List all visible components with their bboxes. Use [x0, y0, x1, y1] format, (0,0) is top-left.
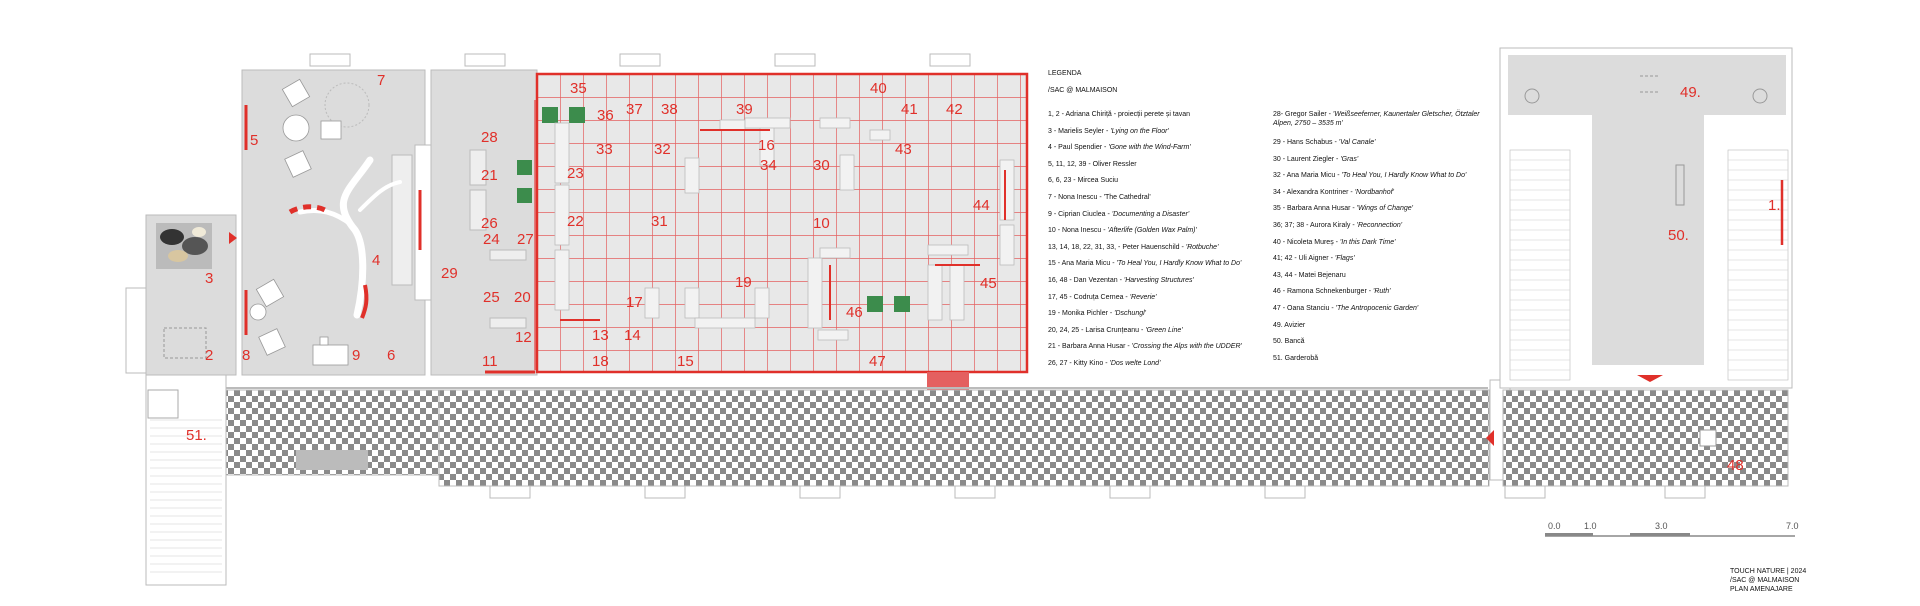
legend-item-title: 'Green Line': [1145, 326, 1183, 334]
legend-item-key: 49. Avizier: [1273, 321, 1306, 329]
plan-number-label: 32: [654, 141, 671, 158]
legend-item: [1048, 343, 1242, 350]
legend-item: [1273, 338, 1305, 345]
plan-number-label: 5: [250, 132, 259, 149]
plan-number-label: 41: [901, 101, 918, 118]
legend: [1048, 70, 1518, 370]
legend-item-key: 10 - Nona Inescu -: [1048, 227, 1108, 235]
plan-number-label: 20: [514, 289, 531, 306]
plan-number-label: 17: [626, 294, 643, 311]
legend-item: [1048, 327, 1183, 334]
plan-number-label: 37: [626, 101, 643, 118]
stairs-left: [1510, 150, 1570, 380]
legend-item: [1048, 111, 1190, 118]
legend-item-title: 'Crossing the Alps with the UDDER': [1131, 343, 1242, 351]
legend-item-title: 'Ruth': [1373, 288, 1391, 296]
plan-number-label: 13: [592, 327, 609, 344]
legend-item-key: 19 - Monika Pichler -: [1048, 310, 1115, 318]
plan-number-label: 8: [242, 347, 251, 364]
plan-number-label: 1.: [1768, 197, 1781, 214]
legend-item-key: 47 - Oana Stanciu -: [1273, 305, 1336, 312]
legend-item: [1048, 310, 1146, 317]
plan-number-label: 40: [870, 80, 887, 97]
legend-item-key: 7 - Nona Inescu - 'The Cathedral': [1048, 194, 1151, 201]
legend-item-key: 36; 37; 38 - Aurora Kiraly -: [1273, 222, 1357, 229]
legend-item: [1273, 172, 1466, 179]
right-corridor: [1503, 390, 1788, 486]
legend-item-key: 40 - Nicoleta Mureș -: [1273, 238, 1340, 246]
legend-item: [1273, 139, 1375, 146]
plan-number-label: 36: [597, 107, 614, 124]
legend-item: [1273, 322, 1305, 329]
plan-number-label: 6: [387, 347, 396, 364]
plan-number-label: 9: [352, 347, 361, 364]
plan-number-label: 18: [592, 353, 609, 370]
legend-item-key: 41; 42 - Uli Aigner -: [1273, 255, 1335, 263]
legend-item: [1048, 227, 1197, 234]
plan-number-label: 45: [980, 275, 997, 292]
legend-item-title: 'Reconnection': [1356, 222, 1403, 229]
artwork-thumbnail-icon: [156, 223, 212, 269]
plan-number-label: 28: [481, 129, 498, 146]
legend-item-title: 'Wings of Change': [1356, 205, 1413, 213]
plan-number-label: 10: [813, 215, 830, 232]
legend-item-title: 'Harvesting Structures': [1123, 277, 1194, 284]
legend-item-title: Alpen, 2750 – 3535 m': [1273, 120, 1343, 127]
plan-number-label: 33: [596, 141, 613, 158]
legend-item: [1048, 244, 1218, 251]
legend-item-title: 'Flags': [1334, 255, 1355, 263]
legend-item-title: 'Dschungl': [1114, 310, 1146, 318]
scale-tick-7: 7.0: [1786, 521, 1799, 531]
legend-item-key: 1, 2 - Adriana Chiriță - proiecții perete și tavan: [1048, 111, 1191, 118]
legend-item-key: 51. Garderobă: [1273, 354, 1319, 362]
legend-venue: /SAC @ MALMAISON: [1048, 87, 1118, 94]
plan-number-label: 42: [946, 101, 963, 118]
plan-number-label: 12: [515, 329, 532, 346]
legend-item-title: 'To Heal You, I Hardly Know What to Do': [1116, 260, 1242, 268]
legend-item: [1048, 260, 1241, 267]
legend-item-key: 26, 27 - Kitty Kino -: [1048, 360, 1110, 367]
legend-item-title: 'Reverie': [1129, 293, 1157, 301]
stairs-right: [1728, 150, 1788, 380]
legend-item-title: 'Gras': [1340, 155, 1359, 163]
legend-item-title: 'Rotbuche': [1185, 243, 1219, 251]
legend-item: [1273, 205, 1413, 212]
legend-item: [1048, 294, 1157, 301]
plan-number-label: 25: [483, 289, 500, 306]
plan-number-label: 35: [570, 80, 587, 97]
legend-item-title: 'Gone with the Wind-Farm': [1108, 144, 1191, 152]
legend-item-key: 50. Bancă: [1273, 338, 1305, 346]
plan-number-label: 21: [481, 167, 498, 184]
legend-item-key: 4 - Paul Spendier -: [1048, 144, 1109, 152]
plan-number-label: 48: [1727, 457, 1744, 474]
legend-item-title: 'Afterlife (Golden Wax Palm)': [1107, 227, 1197, 235]
legend-item: [1048, 128, 1169, 135]
cloakroom-counter: [148, 390, 178, 418]
plan-number-label: 39: [736, 101, 753, 118]
legend-item-key: 9 - Ciprian Ciuclea -: [1048, 210, 1112, 218]
legend-item-title: 'Lying on the Floor': [1110, 127, 1169, 135]
legend-heading: LEGENDA: [1048, 70, 1082, 77]
plan-number-label: 16: [758, 137, 775, 154]
legend-item: [1048, 177, 1118, 184]
legend-item-title: 'The Antropocenic Garden': [1335, 305, 1419, 312]
legend-item-key: 34 - Alexandra Kontriner -: [1273, 188, 1355, 196]
legend-item: [1273, 189, 1394, 196]
plan-number-label: 26: [481, 215, 498, 232]
plan-number-label: 46: [846, 304, 863, 321]
legend-item-key: 17, 45 - Codruța Cernea -: [1048, 293, 1130, 301]
legend-item-key: 28- Gregor Sailer -: [1273, 111, 1333, 118]
plan-number-label: 47: [869, 353, 886, 370]
plan-number-label: 23: [567, 165, 584, 182]
legend-item: [1273, 288, 1390, 295]
legend-item-title: 'In this Dark Time': [1339, 238, 1396, 246]
legend-item-title: 'Val Canale': [1338, 139, 1376, 146]
legend-item: [1273, 239, 1395, 246]
legend-item: [1273, 305, 1418, 312]
title-line-3: PLAN AMENAJARE: [1730, 586, 1793, 593]
structure-48: [1700, 430, 1716, 446]
legend-item-title: 'Weißseeferner, Kaunertaler Gletscher, Ötztaler: [1332, 111, 1480, 118]
legend-item: [1048, 277, 1194, 284]
legend-item: [1048, 144, 1191, 151]
plan-number-label: 15: [677, 353, 694, 370]
legend-item-key: 13, 14, 18, 22, 31, 33, - Peter Hauenschild -: [1048, 243, 1186, 251]
title-line-1: TOUCH NATURE | 2024: [1730, 568, 1807, 575]
plan-number-label: 4: [372, 252, 381, 269]
plan-number-label: 2: [205, 347, 214, 364]
plan-number-label: 7: [377, 72, 386, 89]
plan-number-label: 30: [813, 157, 830, 174]
legend-item-key: 32 - Ana Maria Micu -: [1273, 172, 1342, 180]
legend-item-key: 3 - Marielis Seyler -: [1048, 127, 1111, 135]
plan-number-label: 43: [895, 141, 912, 158]
plan-number-label: 44: [973, 197, 990, 214]
wall-outline: [126, 288, 146, 373]
legend-item-key: 29 - Hans Schabus -: [1273, 139, 1339, 146]
legend-item-key: 20, 24, 25 - Larisa Crunțeanu -: [1048, 326, 1146, 334]
scale-tick-0: 0.0: [1548, 521, 1561, 531]
legend-item: [1048, 211, 1189, 218]
legend-item: [1048, 360, 1160, 367]
legend-item: [1273, 111, 1480, 118]
plan-number-label: 24: [483, 231, 500, 248]
legend-item-title: 'Documenting a Disaster': [1111, 210, 1190, 218]
avizier-area: [1508, 55, 1786, 115]
partition-wall: [415, 145, 431, 300]
legend-item: [1048, 161, 1137, 168]
plan-number-label: 3: [205, 270, 214, 287]
legend-item: [1273, 255, 1355, 262]
legend-item: [1048, 194, 1151, 201]
legend-item-key: 21 - Barbara Anna Husar -: [1048, 343, 1132, 351]
legend-item: [1273, 120, 1343, 127]
legend-item-key: 43, 44 - Matei Bejenaru: [1273, 271, 1346, 279]
legend-item-title: 'Dos welte Lond': [1109, 360, 1161, 367]
legend-item-title: 'To Heal You, I Hardly Know What to Do': [1341, 172, 1467, 180]
legend-item-key: 6, 6, 23 - Mircea Suciu: [1048, 177, 1119, 185]
corridor-main: [439, 390, 1489, 486]
plan-number-label: 29: [441, 265, 458, 282]
legend-item: [1273, 222, 1402, 229]
legend-item: [1273, 272, 1346, 279]
plinth-long: [392, 155, 412, 285]
plan-number-label: 34: [760, 157, 777, 174]
plan-number-label: 50.: [1668, 227, 1689, 244]
legend-item-key: 16, 48 - Dan Vezentan -: [1048, 277, 1124, 284]
plan-number-label: 27: [517, 231, 534, 248]
plan-number-label: 19: [735, 274, 752, 291]
corridor-bench: [296, 450, 368, 470]
scale-tick-3: 3.0: [1655, 521, 1668, 531]
plan-number-label: 38: [661, 101, 678, 118]
plan-number-label: 31: [651, 213, 668, 230]
legend-item-title: 'Nordbanhof': [1354, 188, 1394, 196]
plan-number-label: 11: [482, 353, 498, 370]
legend-item-key: 5, 11, 12, 39 - Oliver Ressler: [1048, 160, 1137, 168]
title-block: [1730, 567, 1806, 594]
plan-number-label: 14: [624, 327, 641, 344]
scale-tick-1: 1.0: [1584, 521, 1597, 531]
legend-item-key: 30 - Laurent Ziegler -: [1273, 155, 1341, 163]
plan-number-label: 51.: [186, 427, 207, 444]
legend-item-key: 35 - Barbara Anna Husar -: [1273, 205, 1357, 213]
legend-item-key: 15 - Ana Maria Micu -: [1048, 260, 1117, 268]
legend-item: [1273, 156, 1358, 163]
legend-item-key: 46 - Ramona Schnekenburger -: [1273, 288, 1373, 296]
title-line-2: /SAC @ MALMAISON: [1730, 577, 1800, 584]
plan-number-label: 22: [567, 213, 584, 230]
legend-item: [1273, 355, 1318, 362]
scale-bar: [1545, 533, 1795, 536]
plan-number-label: 49.: [1680, 84, 1701, 101]
